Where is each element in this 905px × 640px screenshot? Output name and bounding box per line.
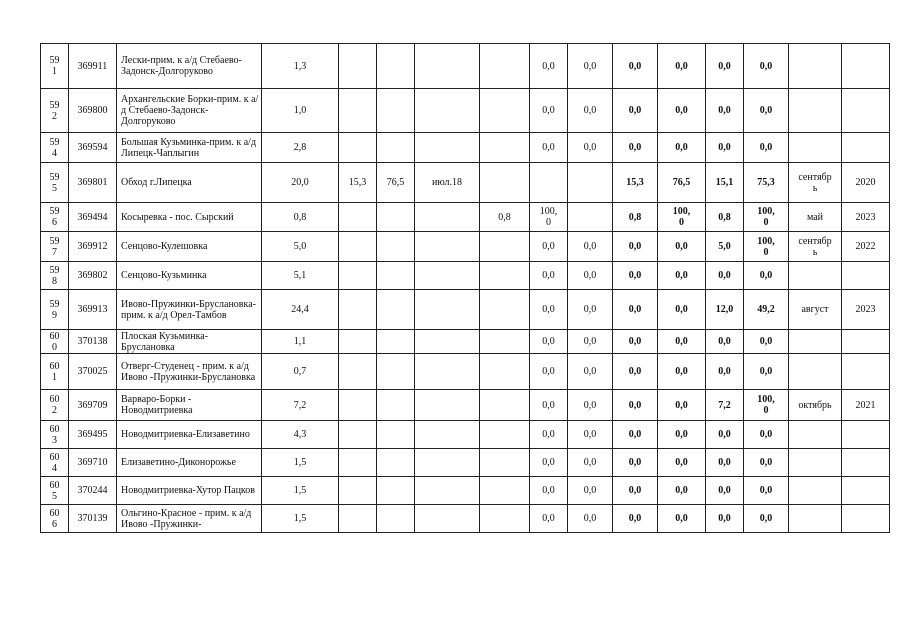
cell-c6: 76,5 (377, 163, 415, 203)
cell-c7: июл.18 (415, 163, 480, 203)
cell-code: 369912 (69, 232, 117, 262)
cell-c10: 0,0 (568, 330, 613, 354)
cell-n: 60 0 (41, 330, 69, 354)
cell-c9: 0,0 (530, 133, 568, 163)
cell-c9: 0,0 (530, 449, 568, 477)
cell-c16 (842, 505, 890, 533)
cell-n: 59 7 (41, 232, 69, 262)
cell-name: Новодмитриевка-Хутор Пацков (117, 477, 262, 505)
cell-c7 (415, 290, 480, 330)
cell-c13: 7,2 (706, 390, 744, 421)
cell-c9: 0,0 (530, 232, 568, 262)
cell-c9: 0,0 (530, 354, 568, 390)
cell-c11: 0,0 (613, 133, 658, 163)
cell-c8 (480, 44, 530, 89)
cell-name: Сенцово-Кузьминка (117, 262, 262, 290)
cell-c9: 0,0 (530, 505, 568, 533)
cell-c10: 0,0 (568, 390, 613, 421)
cell-c6 (377, 89, 415, 133)
cell-c5 (339, 449, 377, 477)
table-row (41, 390, 890, 421)
cell-n: 60 1 (41, 354, 69, 390)
cell-c12: 0,0 (658, 133, 706, 163)
cell-c11: 0,0 (613, 390, 658, 421)
cell-c14: 0,0 (744, 505, 789, 533)
cell-c7 (415, 477, 480, 505)
cell-name: Архангельские Борки-прим. к а/д Стебаево-Задонск-Долгоруково (117, 89, 262, 133)
cell-c7 (415, 262, 480, 290)
cell-c9: 0,0 (530, 290, 568, 330)
cell-c14: 0,0 (744, 44, 789, 89)
cell-code: 369801 (69, 163, 117, 203)
cell-c8 (480, 89, 530, 133)
cell-c9: 100, 0 (530, 203, 568, 232)
cell-c12: 0,0 (658, 421, 706, 449)
cell-c8: 0,8 (480, 203, 530, 232)
cell-n: 60 3 (41, 421, 69, 449)
cell-code: 369802 (69, 262, 117, 290)
cell-c14: 49,2 (744, 290, 789, 330)
cell-c15 (789, 449, 842, 477)
cell-c5 (339, 390, 377, 421)
cell-c16: 2023 (842, 290, 890, 330)
cell-c13: 0,0 (706, 477, 744, 505)
cell-c10: 0,0 (568, 421, 613, 449)
cell-c13: 0,0 (706, 262, 744, 290)
cell-c13: 0,0 (706, 421, 744, 449)
cell-c12: 0,0 (658, 449, 706, 477)
cell-c16 (842, 477, 890, 505)
cell-c11: 0,0 (613, 354, 658, 390)
table-row (41, 232, 890, 262)
table-row (41, 354, 890, 390)
cell-c10: 0,0 (568, 89, 613, 133)
cell-c11: 0,0 (613, 232, 658, 262)
cell-len: 1,5 (262, 449, 339, 477)
cell-len: 1,3 (262, 44, 339, 89)
cell-c10: 0,0 (568, 262, 613, 290)
table-row (41, 262, 890, 290)
cell-len: 4,3 (262, 421, 339, 449)
cell-code: 369594 (69, 133, 117, 163)
cell-c8 (480, 262, 530, 290)
cell-c8 (480, 133, 530, 163)
cell-c6 (377, 421, 415, 449)
cell-c6 (377, 505, 415, 533)
cell-c13: 0,0 (706, 330, 744, 354)
cell-c6 (377, 133, 415, 163)
cell-c14: 0,0 (744, 133, 789, 163)
cell-c5 (339, 133, 377, 163)
cell-c14: 100, 0 (744, 232, 789, 262)
cell-c14: 100, 0 (744, 203, 789, 232)
cell-c12: 0,0 (658, 354, 706, 390)
cell-c5 (339, 203, 377, 232)
cell-c5 (339, 44, 377, 89)
cell-c11: 0,0 (613, 290, 658, 330)
cell-n: 60 5 (41, 477, 69, 505)
cell-c16 (842, 44, 890, 89)
cell-c12: 0,0 (658, 290, 706, 330)
cell-c14: 0,0 (744, 262, 789, 290)
cell-c11: 0,0 (613, 44, 658, 89)
cell-c5 (339, 89, 377, 133)
cell-c7 (415, 390, 480, 421)
cell-c14: 0,0 (744, 421, 789, 449)
cell-c7 (415, 505, 480, 533)
cell-c8 (480, 390, 530, 421)
cell-c6 (377, 354, 415, 390)
cell-c8 (480, 163, 530, 203)
cell-c15 (789, 330, 842, 354)
cell-len: 24,4 (262, 290, 339, 330)
cell-c12: 0,0 (658, 89, 706, 133)
cell-c12: 100, 0 (658, 203, 706, 232)
cell-c13: 0,0 (706, 449, 744, 477)
cell-name: Варваро-Борки - Новодмитриевка (117, 390, 262, 421)
cell-c12: 0,0 (658, 390, 706, 421)
cell-c11: 0,0 (613, 449, 658, 477)
cell-len: 0,7 (262, 354, 339, 390)
cell-c7 (415, 44, 480, 89)
cell-c7 (415, 232, 480, 262)
cell-code: 370025 (69, 354, 117, 390)
cell-c7 (415, 354, 480, 390)
cell-c6 (377, 290, 415, 330)
cell-c11: 0,0 (613, 330, 658, 354)
cell-name: Большая Кузьминка-прим. к а/д Липецк-Чаплыгин (117, 133, 262, 163)
cell-len: 1,0 (262, 89, 339, 133)
cell-c12: 0,0 (658, 232, 706, 262)
cell-n: 59 8 (41, 262, 69, 290)
cell-len: 1,1 (262, 330, 339, 354)
cell-c6 (377, 330, 415, 354)
table-row (41, 449, 890, 477)
cell-n: 59 5 (41, 163, 69, 203)
cell-code: 370139 (69, 505, 117, 533)
cell-name: Новодмитриевка-Елизаветино (117, 421, 262, 449)
cell-c16: 2023 (842, 203, 890, 232)
cell-name: Ивово-Пружинки-Бруслановка-прим. к а/д Орел-Тамбов (117, 290, 262, 330)
cell-c8 (480, 505, 530, 533)
cell-c16: 2021 (842, 390, 890, 421)
cell-c11: 0,8 (613, 203, 658, 232)
cell-c12: 0,0 (658, 262, 706, 290)
cell-c12: 0,0 (658, 330, 706, 354)
cell-c15 (789, 44, 842, 89)
roads-table (40, 43, 890, 533)
cell-c16 (842, 354, 890, 390)
cell-len: 5,0 (262, 232, 339, 262)
cell-c13: 0,0 (706, 89, 744, 133)
cell-c7 (415, 89, 480, 133)
cell-c9: 0,0 (530, 477, 568, 505)
cell-c8 (480, 421, 530, 449)
cell-c13: 5,0 (706, 232, 744, 262)
cell-c7 (415, 421, 480, 449)
cell-c16 (842, 133, 890, 163)
cell-c10 (568, 163, 613, 203)
cell-c5 (339, 505, 377, 533)
table-row (41, 89, 890, 133)
cell-n: 59 4 (41, 133, 69, 163)
cell-c6 (377, 232, 415, 262)
cell-c13: 0,0 (706, 44, 744, 89)
cell-code: 369800 (69, 89, 117, 133)
cell-c6 (377, 203, 415, 232)
table-row (41, 290, 890, 330)
cell-c13: 0,0 (706, 505, 744, 533)
cell-c11: 0,0 (613, 477, 658, 505)
cell-c15: октябрь (789, 390, 842, 421)
cell-c12: 76,5 (658, 163, 706, 203)
cell-c5 (339, 354, 377, 390)
cell-n: 59 6 (41, 203, 69, 232)
table-row (41, 163, 890, 203)
cell-c16 (842, 89, 890, 133)
cell-c11: 0,0 (613, 89, 658, 133)
cell-n: 59 9 (41, 290, 69, 330)
cell-len: 20,0 (262, 163, 339, 203)
cell-c16 (842, 262, 890, 290)
cell-c8 (480, 290, 530, 330)
cell-c10: 0,0 (568, 354, 613, 390)
cell-c14: 0,0 (744, 449, 789, 477)
cell-c6 (377, 390, 415, 421)
cell-c9 (530, 163, 568, 203)
cell-c6 (377, 44, 415, 89)
cell-c6 (377, 262, 415, 290)
cell-c14: 100, 0 (744, 390, 789, 421)
cell-c9: 0,0 (530, 44, 568, 89)
table-row (41, 505, 890, 533)
table-row (41, 44, 890, 89)
cell-len: 7,2 (262, 390, 339, 421)
cell-name: Ольгино-Красное - прим. к а/д Ивово -Пружинки- (117, 505, 262, 533)
table-body (41, 44, 890, 533)
cell-code: 369710 (69, 449, 117, 477)
cell-c8 (480, 449, 530, 477)
cell-c14: 0,0 (744, 477, 789, 505)
cell-c5 (339, 232, 377, 262)
cell-c12: 0,0 (658, 477, 706, 505)
cell-c15 (789, 421, 842, 449)
cell-code: 369495 (69, 421, 117, 449)
cell-c16 (842, 421, 890, 449)
cell-n: 60 6 (41, 505, 69, 533)
cell-c5: 15,3 (339, 163, 377, 203)
cell-name: Плоская Кузьминка-Бруслановка (117, 330, 262, 354)
cell-code: 369911 (69, 44, 117, 89)
cell-c8 (480, 354, 530, 390)
cell-c10: 0,0 (568, 449, 613, 477)
cell-c15: август (789, 290, 842, 330)
cell-c9: 0,0 (530, 330, 568, 354)
cell-code: 370244 (69, 477, 117, 505)
cell-c13: 0,8 (706, 203, 744, 232)
table-row (41, 477, 890, 505)
cell-c10: 0,0 (568, 133, 613, 163)
cell-c9: 0,0 (530, 89, 568, 133)
cell-c10: 0,0 (568, 44, 613, 89)
cell-c15: сентябр ь (789, 163, 842, 203)
table-row (41, 203, 890, 232)
cell-c7 (415, 203, 480, 232)
cell-c10: 0,0 (568, 505, 613, 533)
cell-len: 0,8 (262, 203, 339, 232)
cell-c5 (339, 421, 377, 449)
cell-c11: 15,3 (613, 163, 658, 203)
cell-name: Лески-прим. к а/д Стебаево-Задонск-Долгоруково (117, 44, 262, 89)
cell-c13: 15,1 (706, 163, 744, 203)
cell-c16 (842, 330, 890, 354)
cell-c14: 0,0 (744, 89, 789, 133)
cell-n: 59 2 (41, 89, 69, 133)
cell-len: 1,5 (262, 477, 339, 505)
cell-c9: 0,0 (530, 421, 568, 449)
cell-c15 (789, 262, 842, 290)
cell-c5 (339, 290, 377, 330)
cell-c10: 0,0 (568, 232, 613, 262)
cell-c6 (377, 477, 415, 505)
cell-c12: 0,0 (658, 505, 706, 533)
cell-len: 5,1 (262, 262, 339, 290)
table-row (41, 330, 890, 354)
cell-name: Косыревка - пос. Сырский (117, 203, 262, 232)
cell-c16: 2022 (842, 232, 890, 262)
cell-name: Сенцово-Кулешовка (117, 232, 262, 262)
cell-n: 59 1 (41, 44, 69, 89)
cell-c15 (789, 354, 842, 390)
cell-c5 (339, 330, 377, 354)
cell-len: 1,5 (262, 505, 339, 533)
cell-c8 (480, 330, 530, 354)
cell-c8 (480, 477, 530, 505)
cell-c11: 0,0 (613, 421, 658, 449)
cell-c15: сентябр ь (789, 232, 842, 262)
cell-c7 (415, 133, 480, 163)
cell-code: 369709 (69, 390, 117, 421)
cell-c10 (568, 203, 613, 232)
cell-name: Елизаветино-Диконорожье (117, 449, 262, 477)
cell-code: 369913 (69, 290, 117, 330)
cell-c15 (789, 133, 842, 163)
table-row (41, 421, 890, 449)
cell-c15 (789, 477, 842, 505)
cell-c9: 0,0 (530, 390, 568, 421)
cell-c14: 75,3 (744, 163, 789, 203)
cell-c8 (480, 232, 530, 262)
cell-c15 (789, 505, 842, 533)
cell-c5 (339, 477, 377, 505)
cell-len: 2,8 (262, 133, 339, 163)
cell-name: Обход г.Липецка (117, 163, 262, 203)
cell-c10: 0,0 (568, 477, 613, 505)
cell-c9: 0,0 (530, 262, 568, 290)
cell-c14: 0,0 (744, 354, 789, 390)
cell-c6 (377, 449, 415, 477)
cell-c13: 12,0 (706, 290, 744, 330)
cell-n: 60 2 (41, 390, 69, 421)
cell-c13: 0,0 (706, 133, 744, 163)
cell-name: Отверг-Студенец - прим. к а/д Ивово -Пружинки-Бруслановка (117, 354, 262, 390)
cell-c5 (339, 262, 377, 290)
cell-c16: 2020 (842, 163, 890, 203)
cell-c16 (842, 449, 890, 477)
cell-c10: 0,0 (568, 290, 613, 330)
table-row (41, 133, 890, 163)
cell-c11: 0,0 (613, 262, 658, 290)
cell-c15 (789, 89, 842, 133)
cell-code: 370138 (69, 330, 117, 354)
cell-code: 369494 (69, 203, 117, 232)
cell-c14: 0,0 (744, 330, 789, 354)
cell-c7 (415, 330, 480, 354)
cell-c12: 0,0 (658, 44, 706, 89)
cell-c13: 0,0 (706, 354, 744, 390)
cell-c7 (415, 449, 480, 477)
cell-n: 60 4 (41, 449, 69, 477)
cell-c15: май (789, 203, 842, 232)
cell-c11: 0,0 (613, 505, 658, 533)
